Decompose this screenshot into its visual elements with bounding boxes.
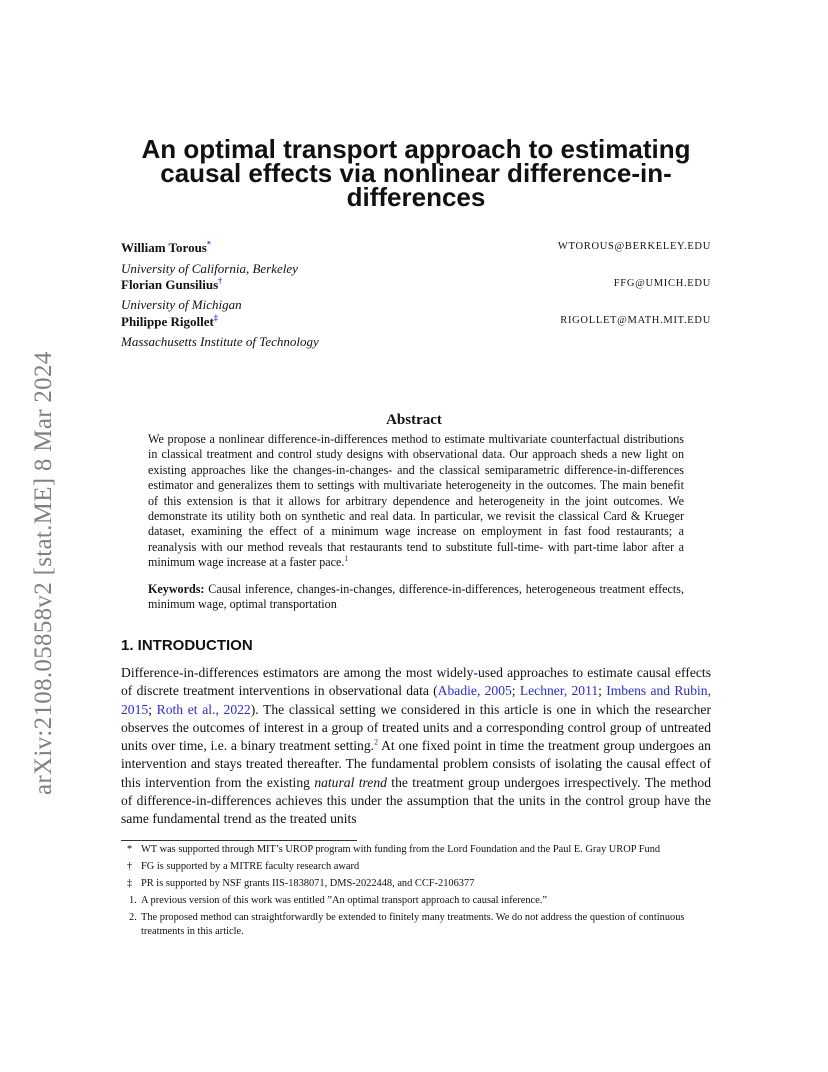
footnote-mark: 2.: [129, 911, 137, 923]
citation-link[interactable]: Abadie, 2005: [437, 683, 512, 699]
keywords: [148, 582, 684, 613]
footnote: † FG is supported by a MITRE faculty research award: [127, 860, 360, 872]
paper-title: An optimal transport approach to estimating causal effects via nonlinear difference-in-differences: [141, 134, 691, 212]
footnotes-list: [121, 843, 711, 941]
author-affiliation: Massachusetts Institute of Technology: [121, 334, 319, 349]
keywords-list: Causal inference, changes-in-changes, difference-in-differences, heterogeneous treatment effects, minimum wage, optimal transportation: [148, 582, 684, 612]
author-row: [121, 240, 711, 258]
footnote: * WT was supported through MIT’s UROP program with funding from the Lord Foundation and the Paul E. Gray UROP Fund: [127, 844, 661, 855]
author-email: WTOROUS@BERKELEY.EDU: [557, 241, 711, 252]
author-footnote-mark[interactable]: †: [218, 276, 223, 286]
author-name: Philippe Rigollet‡: [121, 313, 218, 329]
author-email: FFG@UMICH.EDU: [613, 278, 711, 289]
section-heading: 1. INTRODUCTION: [121, 637, 253, 654]
footnote-mark: *: [127, 844, 133, 855]
author-affiliation: University of California, Berkeley: [121, 261, 298, 276]
footnote: ‡ PR is supported by NSF grants IIS-1838071, DMS-2022448, and CCF-2106377: [127, 877, 475, 889]
author-footnote-mark[interactable]: *: [206, 239, 211, 249]
author-name: Florian Gunsilius†: [121, 276, 223, 292]
author-row: [121, 277, 711, 295]
footnote: 2. The proposed method can straightforwardly be extended to finitely many treatments. We do not address the question of continuous treatments in this article.: [129, 911, 685, 937]
author-email: RIGOLLET@MATH.MIT.EDU: [560, 315, 711, 326]
arxiv-identifier-stamp: arXiv:2108.05858v2 [stat.ME] 8 Mar 2024: [30, 351, 57, 795]
footnote-ref[interactable]: 1: [344, 554, 349, 564]
footnote-mark: 1.: [129, 894, 137, 906]
author-affiliation: University of Michigan: [121, 297, 242, 312]
citation-link[interactable]: Roth et al., 2022: [156, 701, 251, 717]
keywords-label: Keywords:: [148, 582, 205, 596]
abstract-text: We propose a nonlinear difference-in-differences method to estimate multivariate counterfactual distributions in classical treatment and control study designs with observational data. Our approach sheds a new light on existing approaches like the changes-in-changes- and the classical semiparametric difference-in-differences estimator and generalizes them to settings with multivariate heterogeneity in the outcomes. The main benefit of this extension is that it allows for arbitrary dependence and heterogeneity in the joint outcomes. We demonstrate its utility both on synthetic and real data. In particular, we revisit the classical Card & Krueger dataset, examining the effect of a minimum wage increase on employment in fast food restaurants; a reanalysis with our method reveals that restaurants tend to substitute full-time- with part-time labor after a minimum wage increase at a faster pace.$^1$: [148, 432, 684, 570]
citation-link[interactable]: Imbens and Rubin, 2015: [121, 683, 711, 717]
footnote-mark: ‡: [127, 877, 133, 889]
footnote-ref[interactable]: 2: [374, 737, 379, 747]
citation-link[interactable]: Lechner, 2011: [519, 683, 599, 699]
footnote: 1. A previous version of this work was entitled ”An optimal transport approach to causal inference.”: [129, 894, 547, 906]
author-footnote-mark[interactable]: ‡: [213, 313, 218, 323]
footnote-divider: [121, 840, 357, 841]
author-row: [121, 314, 711, 332]
footnote-mark: †: [127, 860, 133, 872]
abstract-heading: Abstract: [386, 412, 442, 428]
intro-paragraph: Difference-in-differences estimators are among the most widely-used approaches to estimate causal effects of discrete treatment interventions in observational data (Abadie, 2005; Lechner, 2011; Imbens and Rubin, 2015; Roth et al., 2022). The classical setting we considered in this article is one in which the researcher observes the outcomes of interest in a group of treated units and a corresponding control group of untreated units over time, i.e. a binary treatment setting.$^2$ At one fixed point in time the treatment group undergoes an intervention and stays treated thereafter. The fundamental problem consists of isolating the causal effect of this intervention from the existing natural trend the treatment group undergoes irrespectively. The method of difference-in-differences achieves this under the assumption that the units in the control group have the same fundamental trend as the treated units: [121, 665, 712, 827]
author-name: William Torous*: [121, 239, 211, 255]
